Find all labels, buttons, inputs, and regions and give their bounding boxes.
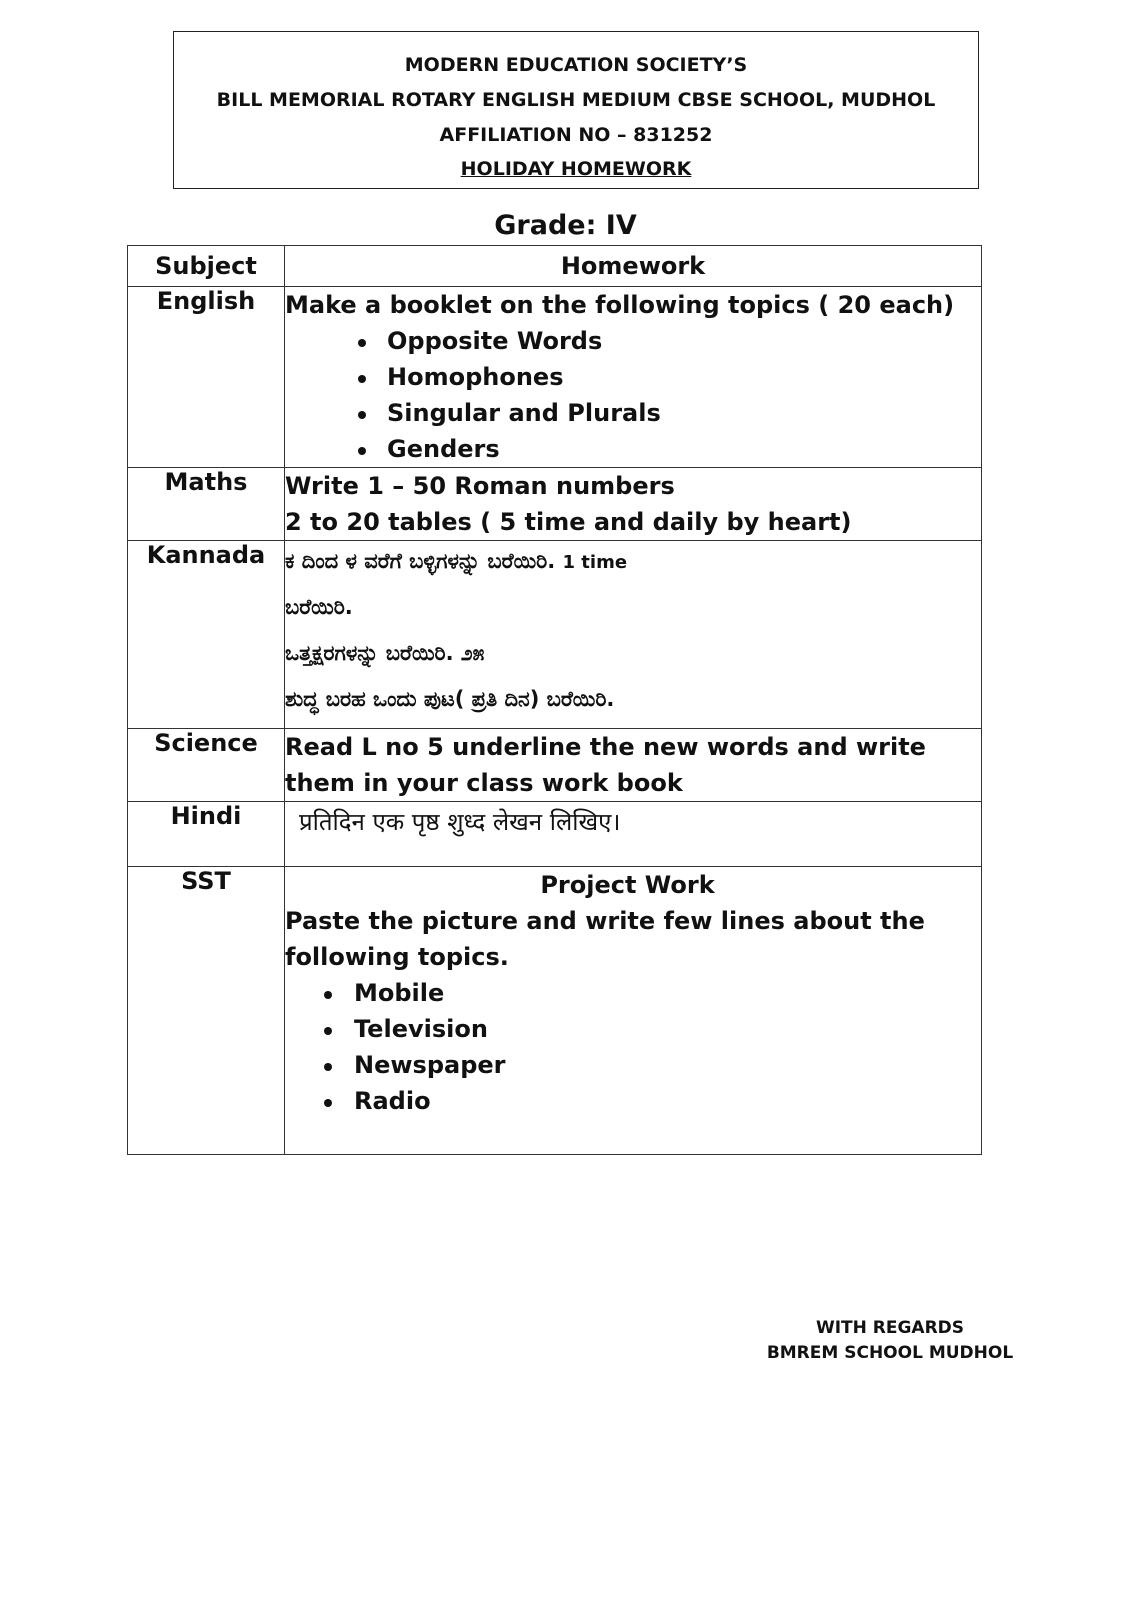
closing-signature: BMREM SCHOOL MUDHOL [766, 1343, 1014, 1363]
subject-english: English [128, 287, 285, 468]
table-row-sst [128, 867, 982, 1155]
bullet-icon [324, 1099, 332, 1107]
subject-hindi: Hindi [128, 802, 285, 867]
table-header-row [128, 246, 982, 287]
society-name: MODERN EDUCATION SOCIETY’S [404, 54, 748, 76]
bullet-icon [358, 375, 366, 383]
science-line-2: them in your class work book [285, 769, 683, 797]
document-title: HOLIDAY HOMEWORK [460, 158, 692, 180]
bullet-icon [324, 991, 332, 999]
homework-sst [285, 867, 982, 1155]
subject-kannada: Kannada [128, 541, 285, 729]
table-row-maths [128, 468, 982, 541]
science-line-1: Read L no 5 underline the new words and write [285, 733, 926, 761]
homework-hindi [285, 802, 982, 867]
kannada-line-1: ಕ ದಿಂದ ಳ ವರೆಗೆ ಬಳ್ಳಿಗಳನ್ನು ಬರೆಯಿರಿ. 1 time [285, 549, 628, 573]
subject-sst: SST [128, 867, 285, 1155]
maths-line-2: 2 to 20 tables ( 5 time and daily by heart) [285, 508, 852, 536]
subject-maths: Maths [128, 468, 285, 541]
bullet-icon [358, 411, 366, 419]
english-intro: Make a booklet on the following topics ( 20 each) [285, 291, 955, 319]
kannada-line-4: ಶುದ್ಧ ಬರಹ ಒಂದು ಪುಟ( ಪ್ರತಿ ದಿನ) ಬರೆಯಿರಿ. [285, 687, 615, 711]
sst-line-1: Paste the picture and write few lines about the [285, 907, 925, 935]
list-item: Mobile [285, 975, 981, 1011]
grade-heading: Grade: IV [494, 210, 637, 241]
homework-english [285, 287, 982, 468]
sst-line-2: following topics. [285, 943, 509, 971]
bullet-icon [358, 339, 366, 347]
list-item: Television [285, 1011, 981, 1047]
list-item: Homophones [285, 359, 981, 395]
school-header [173, 31, 979, 189]
bullet-icon [358, 447, 366, 455]
maths-line-1: Write 1 – 50 Roman numbers [285, 472, 675, 500]
subject-column-header: Subject [128, 246, 285, 287]
bullet-icon [324, 1027, 332, 1035]
sst-topic-list [285, 975, 981, 1119]
subject-science: Science [128, 729, 285, 802]
kannada-line-1-count: 1 time [562, 552, 628, 573]
table-row-kannada [128, 541, 982, 729]
affiliation-number: AFFILIATION NO – 831252 [439, 124, 713, 146]
homework-column-header: Homework [285, 246, 982, 287]
list-item: Newspaper [285, 1047, 981, 1083]
table-row-hindi [128, 802, 982, 867]
table-row-science [128, 729, 982, 802]
hindi-line-1: प्रतिदिन एक पृष्ठ शुध्द लेखन लिखिए। [299, 808, 621, 836]
homework-kannada [285, 541, 982, 729]
kannada-line-3: ಒತ್ತಕ್ಷರಗಳನ್ನು ಬರೆಯಿರಿ. ೨೫ [285, 641, 485, 665]
bullet-icon [324, 1063, 332, 1071]
table-row-english [128, 287, 982, 468]
list-item: Genders [285, 431, 981, 467]
school-name: BILL MEMORIAL ROTARY ENGLISH MEDIUM CBSE SCHOOL, MUDHOL [216, 89, 936, 111]
homework-maths [285, 468, 982, 541]
homework-table [127, 245, 982, 1155]
closing-regards: WITH REGARDS [815, 1318, 965, 1338]
english-topic-list [285, 323, 981, 467]
list-item: Singular and Plurals [285, 395, 981, 431]
sst-heading: Project Work [540, 871, 715, 899]
homework-science [285, 729, 982, 802]
list-item: Radio [285, 1083, 981, 1119]
kannada-line-2: ಬರೆಯಿರಿ. [285, 595, 353, 619]
list-item: Opposite Words [285, 323, 981, 359]
